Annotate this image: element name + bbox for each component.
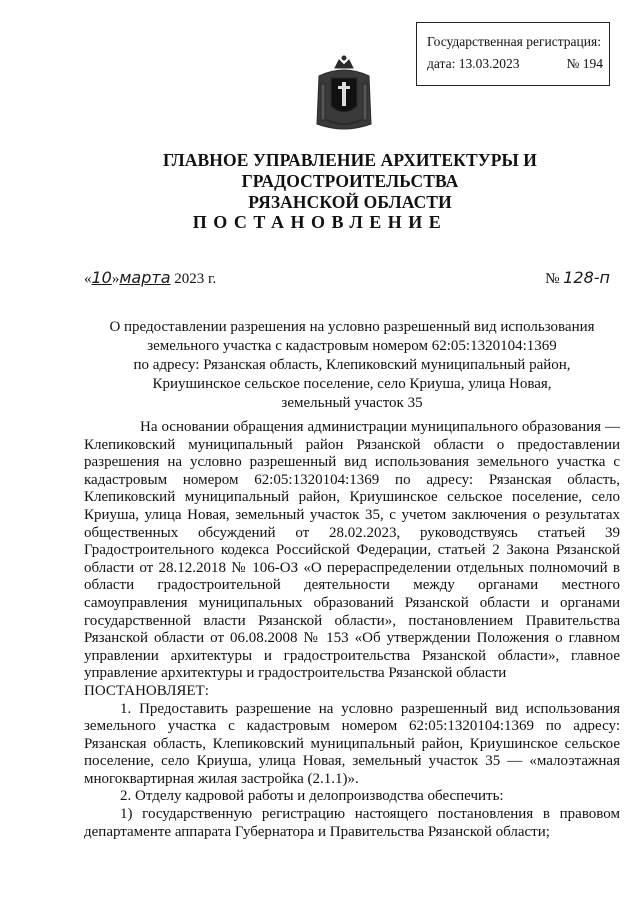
subject-line: О предоставлении разрешения на условно разрешенный вид использования <box>109 319 595 335</box>
organization-line-2: РЯЗАНСКОЙ ОБЛАСТИ <box>248 192 452 212</box>
decree-body <box>84 419 620 841</box>
subject-line: Криушинское сельское поселение, село Криуша, улица Новая, <box>152 376 552 392</box>
decree-number <box>545 268 610 288</box>
resolves-heading: ПОСТАНОВЛЯЕТ: <box>84 682 209 699</box>
number-value: 128-п <box>563 268 610 287</box>
decree-date <box>84 268 216 288</box>
item-2-1-paragraph: 1) государственную регистрацию настоящего постановления в правовом департаменте аппарата Губернатора и Правительства Рязанской области; <box>84 806 620 840</box>
decree-subject <box>84 318 620 413</box>
subject-line: земельного участка с кадастровым номером 62:05:1320104:1369 <box>147 338 557 354</box>
coat-of-arms-icon <box>313 54 375 134</box>
date-open-quote: « <box>84 271 92 287</box>
subject-line: по адресу: Рязанская область, Клепиковский муниципальный район, <box>133 357 571 373</box>
registration-title: Государственная регистрация: <box>427 34 601 49</box>
registration-stamp <box>416 22 610 86</box>
preamble-paragraph: На основании обращения администрации муниципального образования — Клепиковский муниципальный район Рязанской области о предоставлении разрешения на условно разрешенный вид использования земельного участка с кадастровым номером 62:05:1320104:1369 по адресу: Рязанская область, Клепиковский муниципальный район, Криушинское сельское поселение, село Криуша, улица Новая, земельный участок 35, с учетом заключения о результатах общественных обсуждений от 28.02.2023, руководствуясь статьей 39 Градостроительного кодекса Российской Федерации, статьей 2 Закона Рязанской области от 28.12.2018 № 106-ОЗ «О перераспределении отдельных полномочий в области градостроительной деятельности между органами местного самоуправления муниципальных образований Рязанской области и органами государственной власти Рязанской области», постановлением Правительства Рязанской области от 06.08.2008 № 153 «Об утверждении Положения о главном управлении архитектуры и градостроительства Рязанской области», главное управление архитектуры и градостроительства Рязанской области <box>84 419 620 682</box>
date-close-quote: » <box>111 271 120 287</box>
date-day: 10 <box>91 268 112 287</box>
subject-line: земельный участок 35 <box>281 395 423 411</box>
item-2-paragraph: 2. Отделу кадровой работы и делопроизводства обеспечить: <box>120 788 504 805</box>
registration-details <box>427 53 603 75</box>
organization-line-1: ГЛАВНОЕ УПРАВЛЕНИЕ АРХИТЕКТУРЫ И ГРАДОСТРОИТЕЛЬСТВА <box>163 150 537 191</box>
registration-number: № 194 <box>566 56 603 71</box>
number-sign: № <box>545 271 560 287</box>
item-1-paragraph: 1. Предоставить разрешение на условно разрешенный вид использования земельного участка с кадастровым номером 62:05:1320104:1369 по адресу: Рязанская область, Клепиковский муниципальный район, Криушинское сельское поселение, село Криуша, улица Новая, земельный участок 35 — «малоэтажная многоквартирная жилая застройка (2.1.1)». <box>84 700 620 787</box>
registration-date: дата: 13.03.2023 <box>427 56 520 71</box>
organization-title <box>60 150 640 213</box>
date-month: марта <box>119 268 171 287</box>
date-year: 2023 г. <box>170 271 217 287</box>
date-number-row <box>84 262 620 292</box>
document-type: ПОСТАНОВЛЕНИЕ <box>192 212 448 232</box>
